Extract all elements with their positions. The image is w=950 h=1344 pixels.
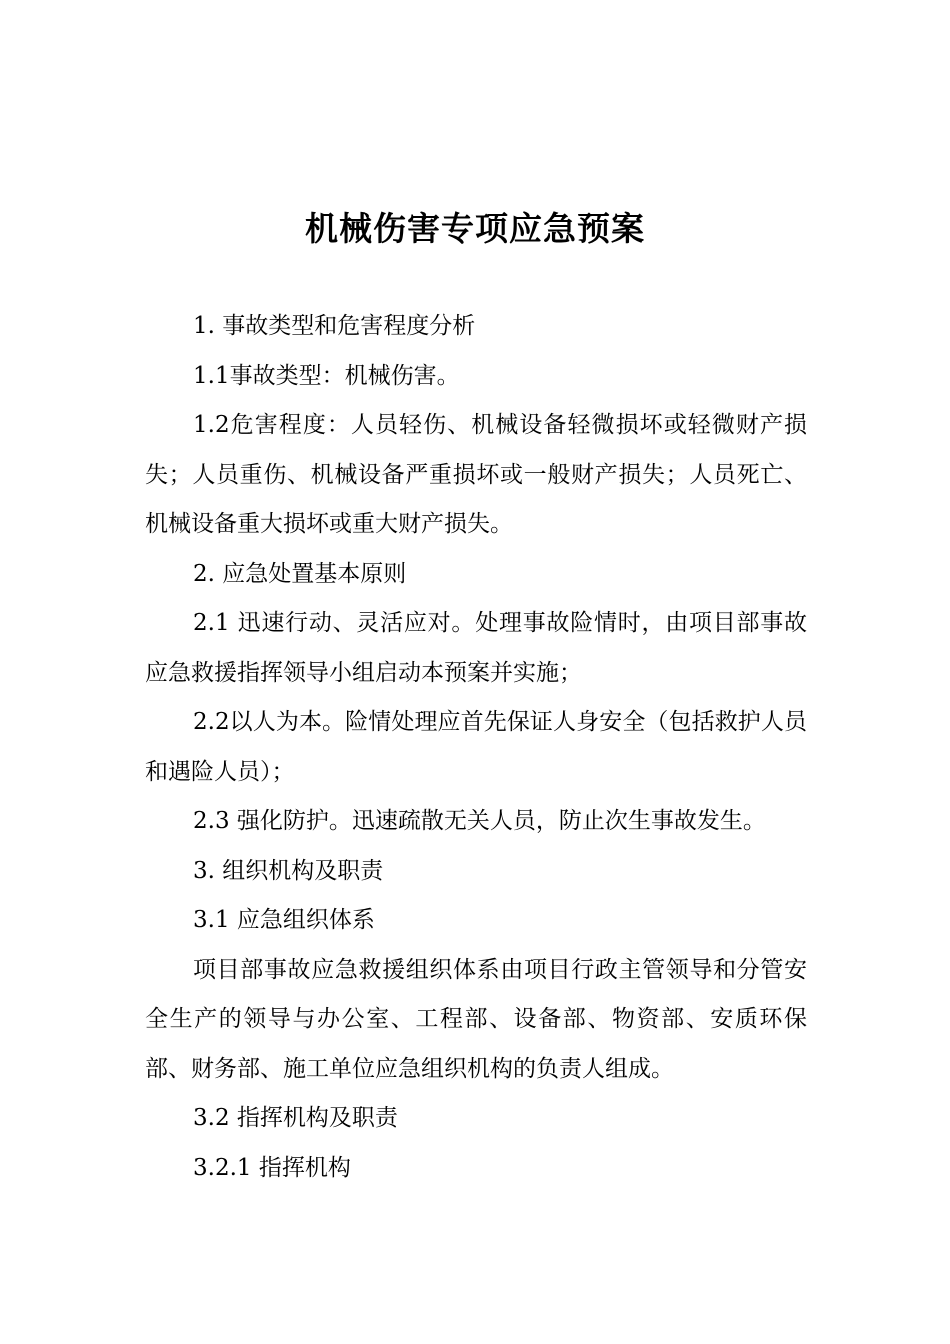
paragraph-principle-2-3: 2.3 强化防护。迅速疏散无关人员，防止次生事故发生。 (193, 808, 766, 834)
subsection-heading-3-2: 3.2 指挥机构及职责 (193, 1105, 398, 1131)
section-heading-2: 2. 应急处置基本原则 (193, 560, 407, 587)
paragraph-principle-2-2: 2.2以人为本。险情处理应首先保证人身安全（包括救护人员和遇险人员）； (145, 709, 807, 785)
document-title: 机械伤害专项应急预案 (305, 209, 645, 248)
document-body (145, 302, 807, 1193)
section-heading-1: 1. 事故类型和危害程度分析 (193, 313, 476, 339)
subsection-heading-3-2-1: 3.2.1 指挥机构 (193, 1154, 351, 1181)
subsection-heading-3-1: 3.1 应急组织体系 (193, 907, 375, 933)
paragraph-accident-type: 1.1事故类型：机械伤害。 (193, 362, 460, 389)
paragraph-hazard-degree: 1.2危害程度：人员轻伤、机械设备轻微损坏或轻微财产损失；人员重伤、机械设备严重损坏或一般财产损失；人员死亡、机械设备重大损坏或重大财产损失。 (145, 412, 807, 537)
paragraph-principle-2-1: 2.1 迅速行动、灵活应对。处理事故险情时，由项目部事故应急救援指挥领导小组启动本预案并实施； (145, 610, 807, 686)
paragraph-organization-system: 项目部事故应急救援组织体系由项目行政主管领导和分管安全生产的领导与办公室、工程部、设备部、物资部、安质环保部、财务部、施工单位应急组织机构的负责人组成。 (145, 956, 807, 1082)
section-heading-3: 3. 组织机构及职责 (193, 857, 384, 884)
